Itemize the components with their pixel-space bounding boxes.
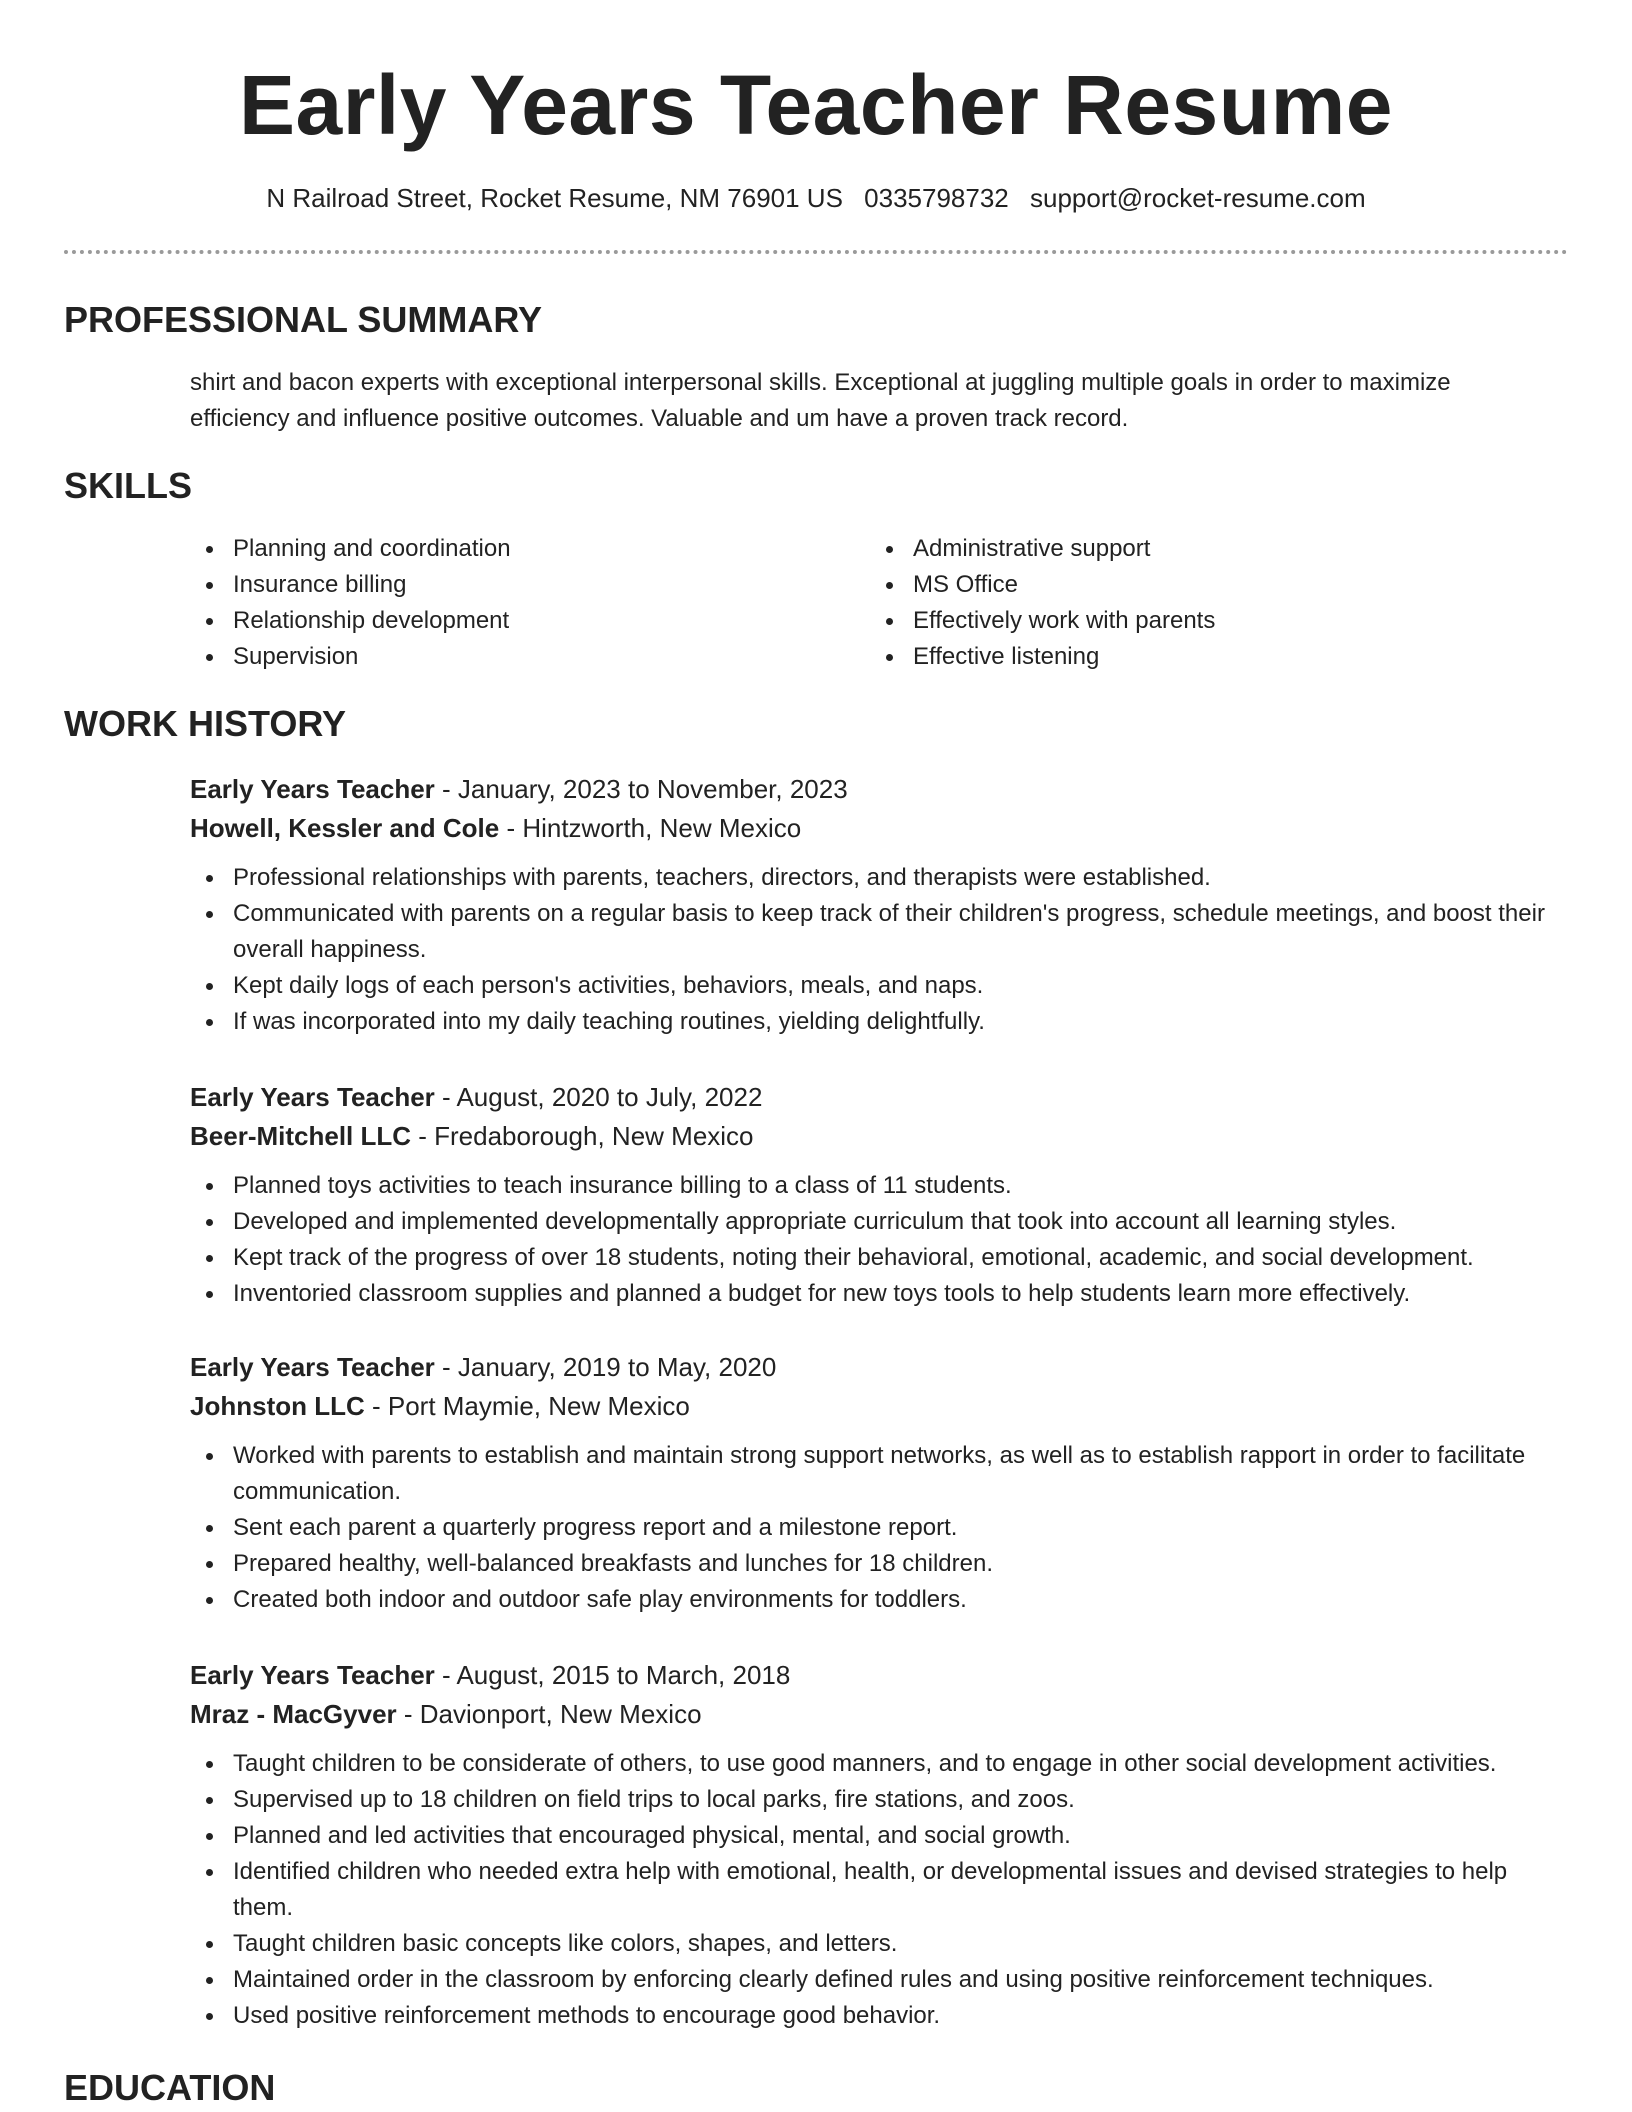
job-duties-list — [190, 1438, 1570, 1618]
job-title: Early Years Teacher — [190, 774, 435, 804]
job-duties-list — [190, 860, 1570, 1040]
job-location: - Port Maymie, New Mexico — [364, 1391, 690, 1421]
job-duties-list — [190, 1746, 1570, 2034]
job-title: Early Years Teacher — [190, 1352, 435, 1382]
job-duty: Professional relationships with parents, teachers, directors, and therapists were established. — [190, 860, 1570, 896]
job-duty: Planned toys activities to teach insurance billing to a class of 11 students. — [190, 1168, 1570, 1204]
skill-item: Planning and coordination — [190, 531, 830, 567]
job-company: Mraz - MacGyver — [190, 1699, 397, 1729]
job-duty: Inventoried classroom supplies and planned a budget for new toys tools to help students learn more effectively. — [190, 1276, 1570, 1312]
job-duty: Created both indoor and outdoor safe play environments for toddlers. — [190, 1582, 1570, 1618]
resume-title: Early Years Teacher Resume — [239, 58, 1393, 152]
job-dates: - January, 2023 to November, 2023 — [434, 774, 848, 804]
contact-email[interactable]: support@rocket-resume.com — [1030, 183, 1366, 213]
job-dates: - August, 2015 to March, 2018 — [434, 1660, 791, 1690]
skill-item: Administrative support — [870, 531, 1510, 567]
job-entry — [190, 1348, 1570, 1618]
skill-item: Effectively work with parents — [870, 603, 1510, 639]
job-title: Early Years Teacher — [190, 1660, 435, 1690]
job-duties-list — [190, 1168, 1570, 1312]
job-location: - Fredaborough, New Mexico — [411, 1121, 754, 1151]
section-heading-skills: SKILLS — [64, 465, 193, 506]
job-duty: Communicated with parents on a regular basis to keep track of their children's progress, schedule meetings, and boost their overall happiness. — [190, 896, 1570, 968]
job-title-line — [190, 770, 1570, 809]
job-entry — [190, 1078, 1570, 1312]
job-duty: Supervised up to 18 children on field trips to local parks, fire stations, and zoos. — [190, 1782, 1570, 1818]
job-duty: If was incorporated into my daily teaching routines, yielding delightfully. — [190, 1004, 1570, 1040]
job-duty: Worked with parents to establish and maintain strong support networks, as well as to establish rapport in order to facilitate communication. — [190, 1438, 1570, 1510]
job-title-line — [190, 1348, 1570, 1387]
job-duty: Sent each parent a quarterly progress report and a milestone report. — [190, 1510, 1570, 1546]
job-duty: Kept track of the progress of over 18 students, noting their behavioral, emotional, academic, and social development. — [190, 1240, 1570, 1276]
contact-info — [0, 180, 1632, 216]
skills-list-right — [870, 531, 1510, 675]
job-title: Early Years Teacher — [190, 1082, 435, 1112]
summary-text: shirt and bacon experts with exceptional interpersonal skills. Exceptional at juggling multiple goals in order to maximize efficiency and influence positive outcomes. Valuable and um have a proven track record. — [190, 369, 1451, 432]
job-company: Beer-Mitchell LLC — [190, 1121, 412, 1151]
skill-item: MS Office — [870, 567, 1510, 603]
job-location: - Davionport, New Mexico — [396, 1699, 702, 1729]
job-duty: Taught children basic concepts like colors, shapes, and letters. — [190, 1926, 1570, 1962]
job-dates: - January, 2019 to May, 2020 — [434, 1352, 777, 1382]
section-heading-education: EDUCATION — [64, 2067, 276, 2108]
job-duty: Planned and led activities that encouraged physical, mental, and social growth. — [190, 1818, 1570, 1854]
job-company-line — [190, 1387, 1570, 1426]
job-duty: Identified children who needed extra help with emotional, health, or developmental issues and devised strategies to help them. — [190, 1854, 1570, 1926]
job-duty: Kept daily logs of each person's activities, behaviors, meals, and naps. — [190, 968, 1570, 1004]
job-company: Johnston LLC — [190, 1391, 365, 1421]
job-duty: Taught children to be considerate of others, to use good manners, and to engage in other social development activities. — [190, 1746, 1570, 1782]
job-entry — [190, 1656, 1570, 2034]
job-company-line — [190, 1117, 1570, 1156]
job-entry — [190, 770, 1570, 1040]
skill-item: Effective listening — [870, 639, 1510, 675]
job-title-line — [190, 1078, 1570, 1117]
job-duty: Maintained order in the classroom by enforcing clearly defined rules and using positive reinforcement techniques. — [190, 1962, 1570, 1998]
skill-item: Relationship development — [190, 603, 830, 639]
section-heading-work-history: WORK HISTORY — [64, 703, 347, 744]
job-company-line — [190, 1695, 1570, 1734]
skill-item: Supervision — [190, 639, 830, 675]
job-title-line — [190, 1656, 1570, 1695]
job-duty: Prepared healthy, well-balanced breakfasts and lunches for 18 children. — [190, 1546, 1570, 1582]
job-company-line — [190, 809, 1570, 848]
skill-item: Insurance billing — [190, 567, 830, 603]
section-heading-summary: PROFESSIONAL SUMMARY — [64, 299, 543, 340]
contact-address: N Railroad Street, Rocket Resume, NM 76901 US — [266, 183, 843, 213]
job-location: - Hintzworth, New Mexico — [499, 813, 802, 843]
job-duty: Developed and implemented developmentally appropriate curriculum that took into account all learning styles. — [190, 1204, 1570, 1240]
job-company: Howell, Kessler and Cole — [190, 813, 500, 843]
job-dates: - August, 2020 to July, 2022 — [434, 1082, 763, 1112]
contact-phone: 0335798732 — [864, 183, 1009, 213]
job-duty: Used positive reinforcement methods to encourage good behavior. — [190, 1998, 1570, 2034]
skills-list-left — [190, 531, 830, 675]
header-divider — [64, 250, 1568, 254]
